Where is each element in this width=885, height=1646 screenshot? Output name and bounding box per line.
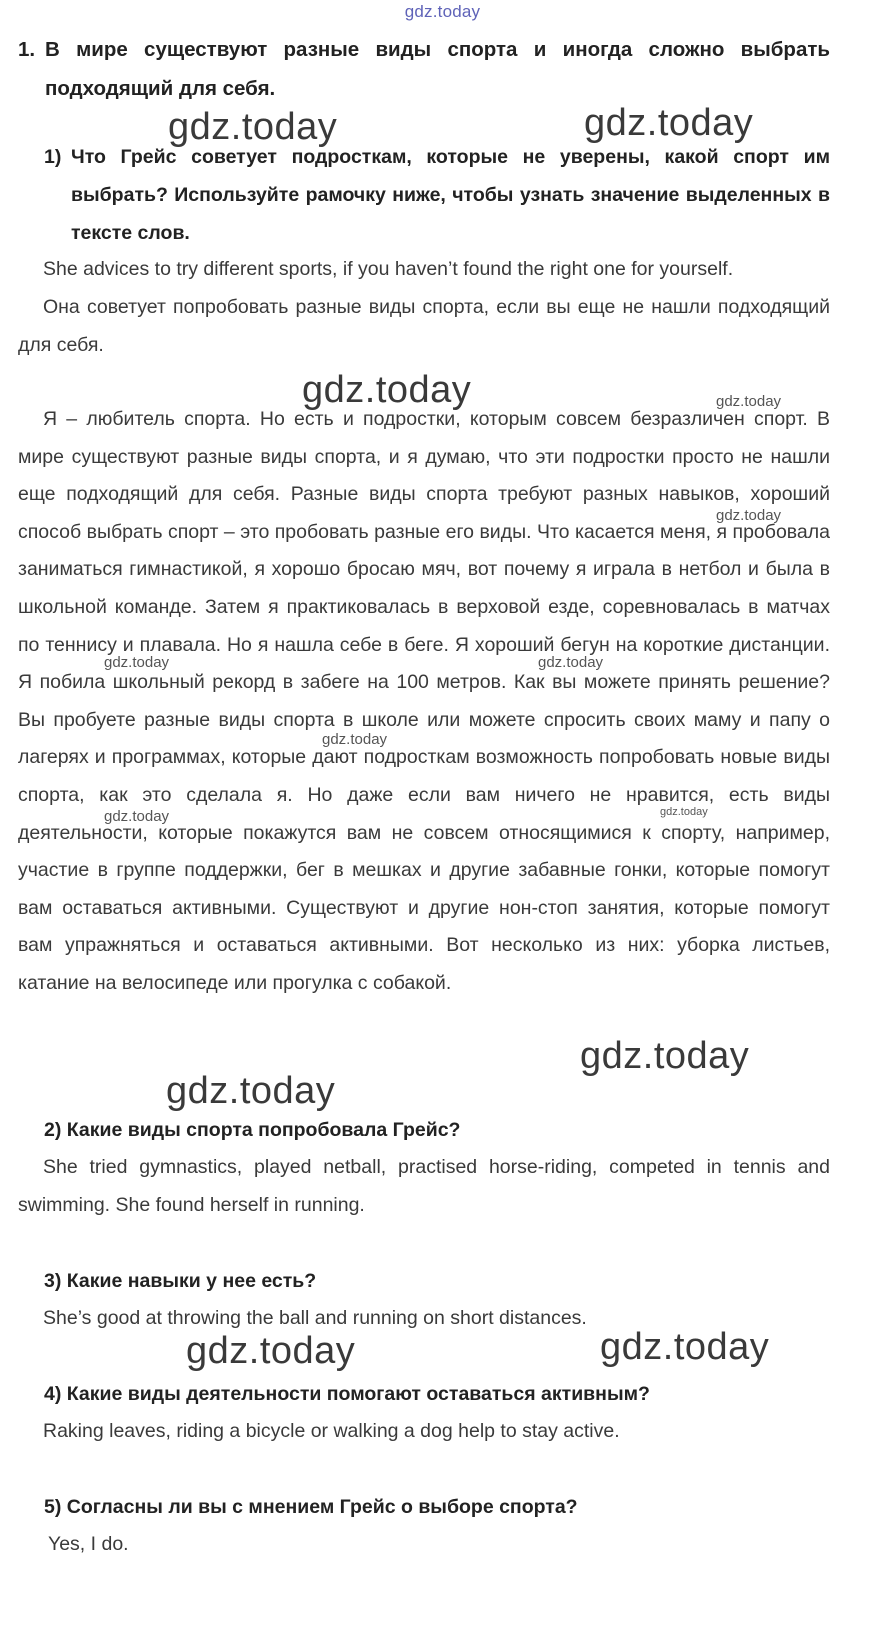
watermark: gdz.today bbox=[104, 654, 170, 671]
watermark: gdz.today bbox=[302, 369, 472, 411]
watermark: gdz.today bbox=[538, 654, 604, 671]
question-4: 4) Какие виды деятельности помогают оставаться активным? bbox=[44, 1383, 650, 1405]
task-number: 1. bbox=[18, 38, 36, 61]
passage-text: Я – любитель спорта. Но есть и подростки, которым совсем безразличен спорт. В мире существуют разные виды спорта, и я думаю, что эти подростки просто не нашли еще подходящий для себя. Разные виды спорта требуют разных навыков, хороший способ выбрать спорт – это пробовать разные его виды. Что касается меня, я пробовала заниматься гимнастикой, я хорошо бросаю мяч, вот почему я играла в нетбол и была в школьной команде. Затем я практиковалась в верховой езде, соревновалась в матчах по теннису и плавала. Но я нашла себе в беге. Я хороший бегун на короткие дистанции. Я побила школьный рекорд в забеге на 100 метров. Как вы можете принять решение? Вы пробуете разные виды спорта в школе или можете спросить своих маму и папу о лагерях и программах, которые дают подросткам возможность попробовать новые виды спорта, как это сделала я. Но даже если вам ничего не нравится, есть виды деятельности, которые покажутся вам не совсем относящимися к спорту, например, участие в группе поддержки, бег в мешках и другие забавные гонки, которые помогут вам оставаться активными. Существуют и другие нон-стоп занятия, которые помогут вам упражняться и оставаться активными. Вот несколько из них: уборка листьев, катание на велосипеде или прогулка с собакой. bbox=[18, 408, 830, 994]
watermark: gdz.today bbox=[168, 106, 338, 148]
question-1-text: Что Грейс советует подросткам, которые не уверены, какой спорт им выбрать? Используйте рамочку ниже, чтобы узнать значение выделенных в тексте слов. bbox=[71, 146, 830, 244]
answer-1-ru bbox=[18, 289, 830, 364]
watermark: gdz.today bbox=[322, 731, 388, 748]
answer-2-text: She tried gymnastics, played netball, practised horse-riding, competed in tennis and swimming. She found herself in running. bbox=[18, 1156, 830, 1216]
watermark: gdz.today bbox=[660, 806, 708, 818]
answer-4-text: Raking leaves, riding a bicycle or walking a dog help to stay active. bbox=[43, 1420, 620, 1442]
watermark: gdz.today bbox=[716, 393, 782, 410]
question-3: 3) Какие навыки у нее есть? bbox=[44, 1270, 317, 1292]
question-1 bbox=[44, 138, 830, 252]
answer-3 bbox=[18, 1300, 830, 1338]
question-2: 2) Какие виды спорта попробовала Грейс? bbox=[44, 1119, 461, 1141]
answer-1-en bbox=[18, 251, 830, 289]
answer-3-text: She’s good at throwing the ball and running on short distances. bbox=[43, 1307, 587, 1329]
watermark: gdz.today bbox=[584, 102, 754, 144]
answer-2 bbox=[18, 1149, 830, 1224]
watermark: gdz.today bbox=[716, 507, 782, 524]
watermark: gdz.today bbox=[104, 808, 170, 825]
watermark: gdz.today bbox=[186, 1330, 356, 1372]
task-text: В мире существуют разные виды спорта и иногда сложно выбрать подходящий для себя. bbox=[45, 38, 830, 100]
task-title bbox=[18, 30, 830, 108]
watermark: gdz.today bbox=[580, 1035, 750, 1077]
watermark: gdz.today bbox=[600, 1326, 770, 1368]
answer-1-ru-text: Она советует попробовать разные виды спорта, если вы еще не нашли подходящий для себя. bbox=[18, 296, 830, 356]
answer-1-en-text: She advices to try different sports, if you haven’t found the right one for yourself. bbox=[43, 258, 734, 280]
watermark: gdz.today bbox=[166, 1070, 336, 1112]
header-watermark: gdz.today bbox=[404, 2, 481, 21]
question-1-number: 1) bbox=[44, 146, 62, 168]
question-5: 5) Согласны ли вы с мнением Грейс о выборе спорта? bbox=[44, 1496, 578, 1518]
answer-4 bbox=[18, 1413, 830, 1451]
answer-5 bbox=[18, 1526, 830, 1564]
answer-5-text: Yes, I do. bbox=[48, 1533, 129, 1555]
